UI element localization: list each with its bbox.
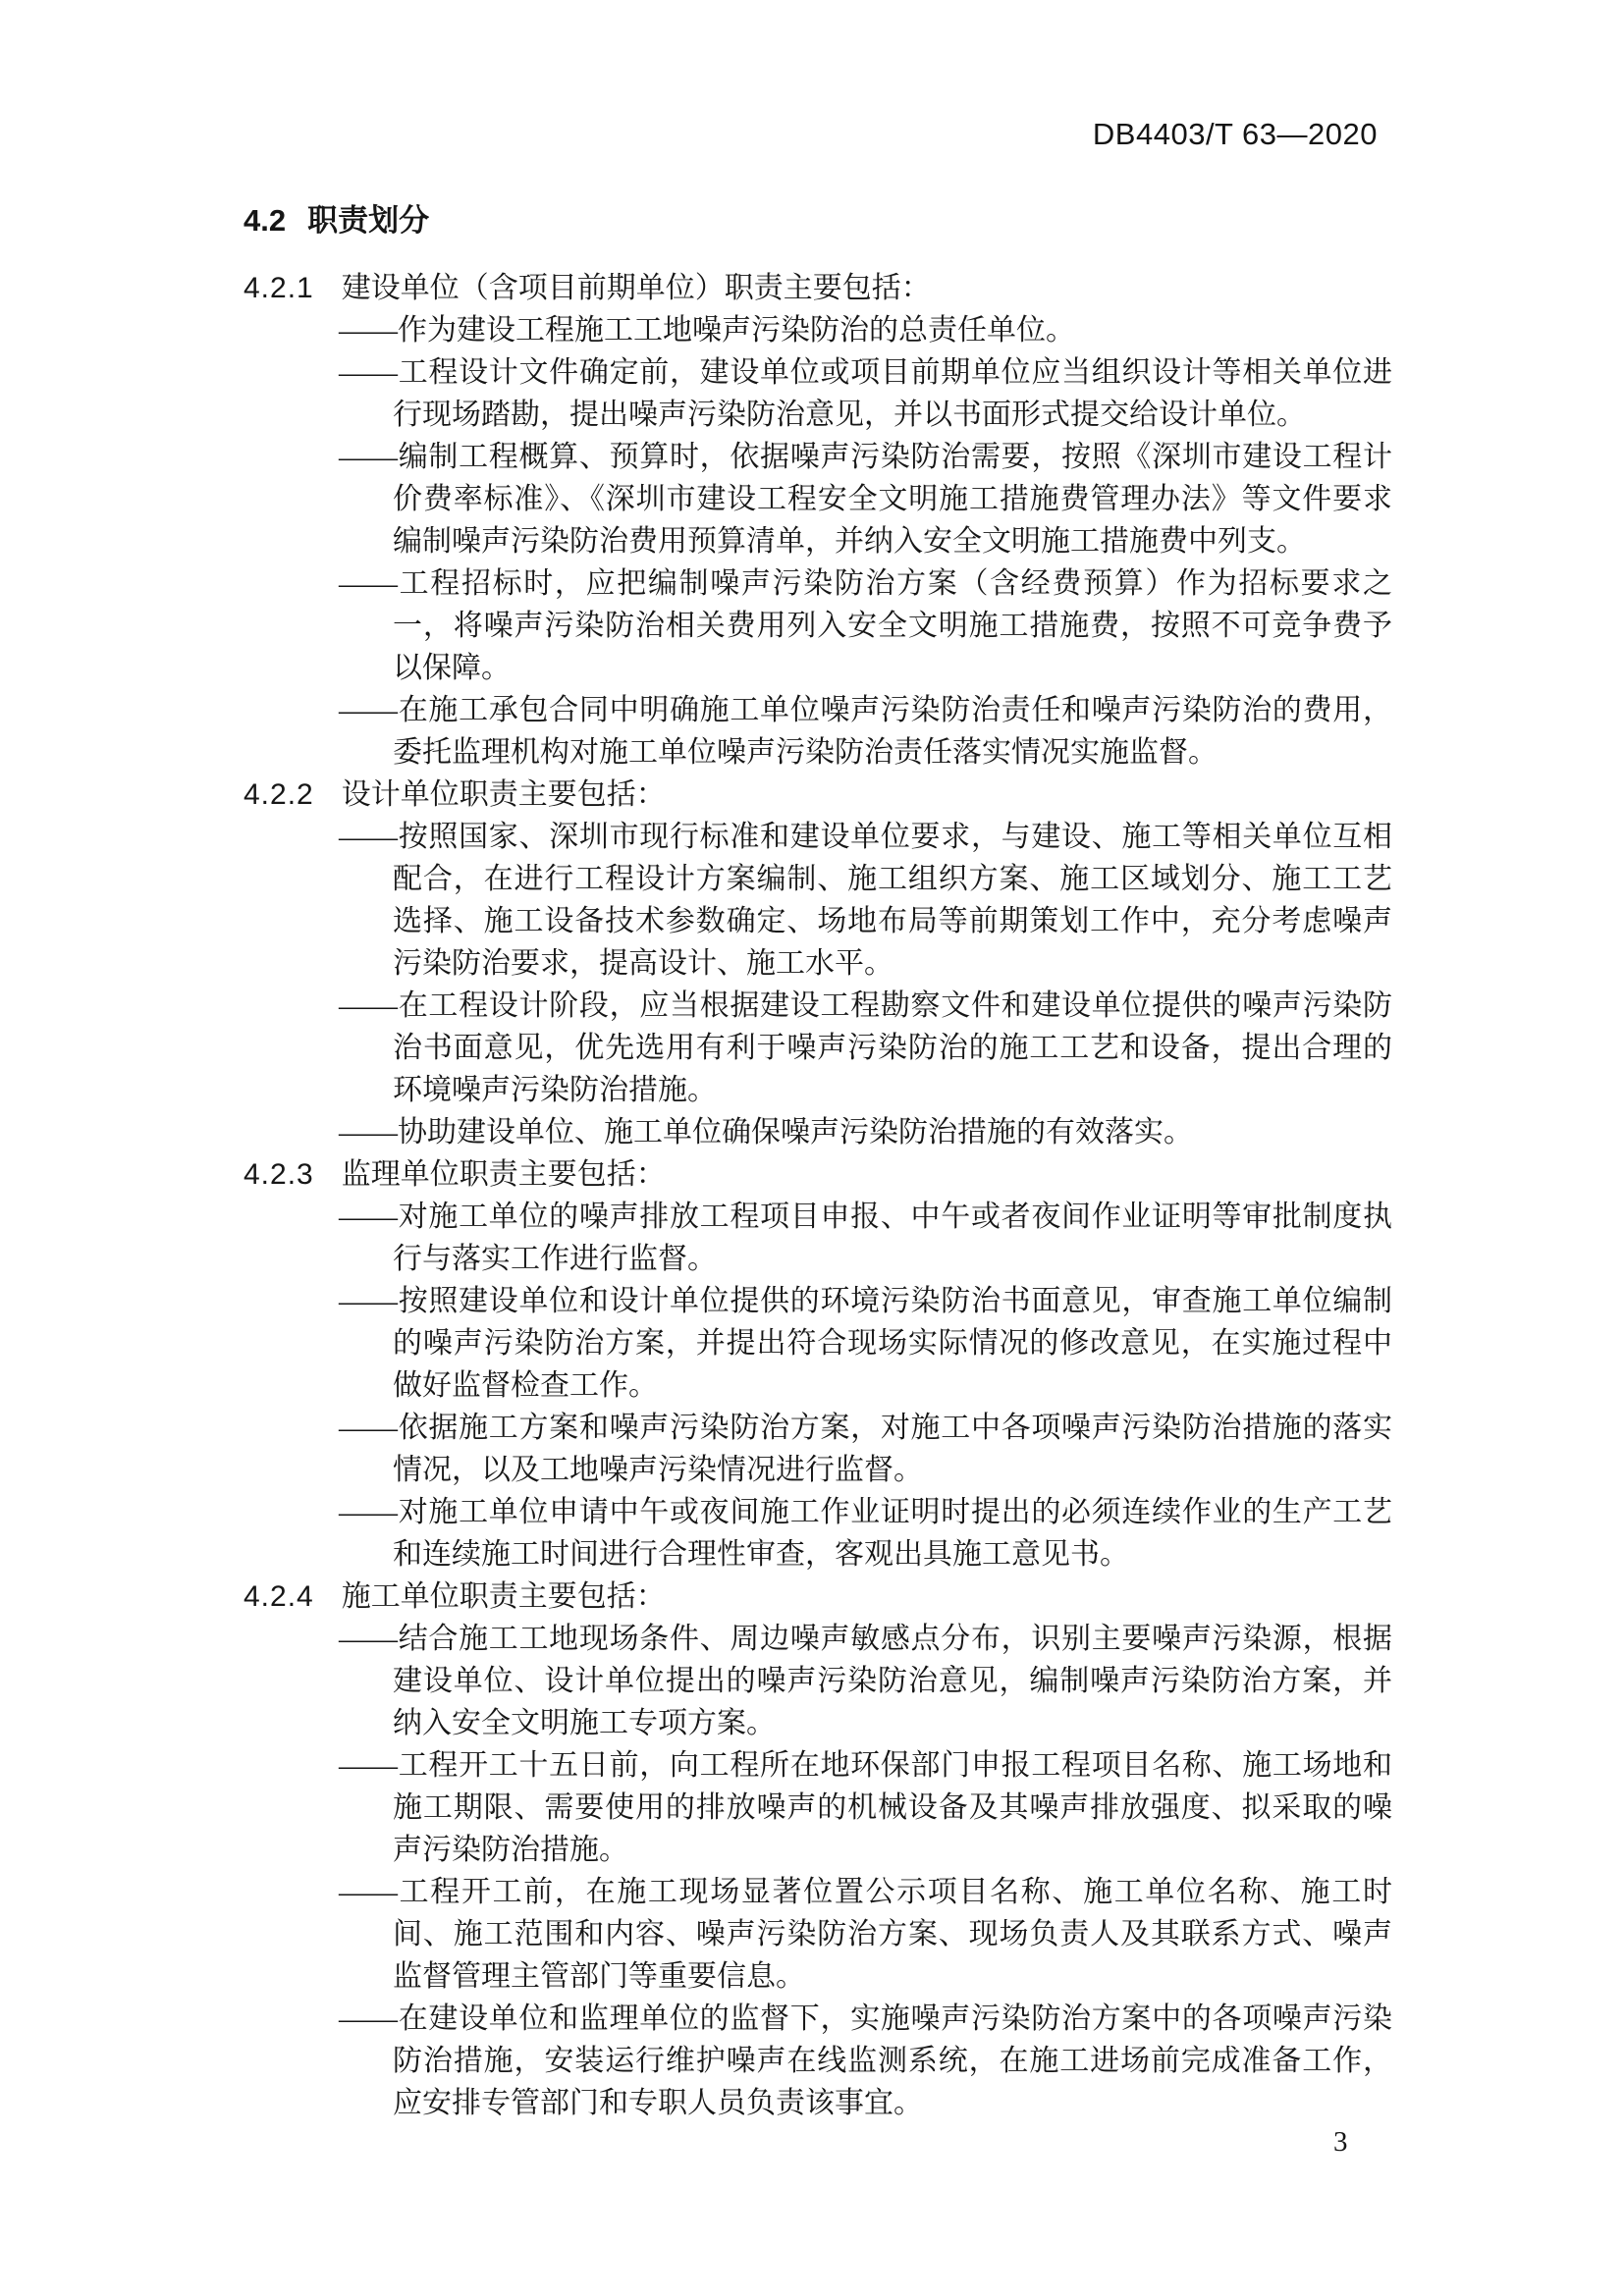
list-item: ——编制工程概算、预算时，依据噪声污染防治需要，按照《深圳市建设工程计价费率标准》、《深圳市建设工程安全文明施工措施费管理办法》等文件要求编制噪声污染防治费用预算清单，并纳入安全文明施工措施费中列支。 xyxy=(339,441,1392,558)
section-heading xyxy=(244,202,1392,240)
clause-4-2-2 xyxy=(244,774,1392,1153)
clause-heading xyxy=(244,267,1392,309)
clause-number: 4.2.3 xyxy=(244,1158,314,1191)
list-item: ——结合施工工地现场条件、周边噪声敏感点分布，识别主要噪声污染源，根据建设单位、设计单位提出的噪声污染防治意见，编制噪声污染防治方案，并纳入安全文明施工专项方案。 xyxy=(339,1623,1392,1739)
list-item: ——工程开工十五日前，向工程所在地环保部门申报工程项目名称、施工场地和施工期限、需要使用的排放噪声的机械设备及其噪声排放强度、拟采取的噪声污染防治措施。 xyxy=(339,1749,1392,1866)
list-item: ——按照国家、深圳市现行标准和建设单位要求，与建设、施工等相关单位互相配合，在进行工程设计方案编制、施工组织方案、施工区域划分、施工工艺选择、施工设备技术参数确定、场地布局等前期策划工作中，充分考虑噪声污染防治要求，提高设计、施工水平。 xyxy=(339,821,1392,980)
clause-4-2-4 xyxy=(244,1575,1392,2124)
list-item: ——在建设单位和监理单位的监督下，实施噪声污染防治方案中的各项噪声污染防治措施，安装运行维护噪声在线监测系统，在施工进场前完成准备工作，应安排专管部门和专职人员负责该事宜。 xyxy=(339,2002,1392,2119)
clause-heading xyxy=(244,1153,1392,1196)
page-content xyxy=(244,202,1392,2124)
list-item: ——按照建设单位和设计单位提供的环境污染防治书面意见，审查施工单位编制的噪声污染防治方案，并提出符合现场实际情况的修改意见，在实施过程中做好监督检查工作。 xyxy=(339,1285,1392,1402)
clause-title: 施工单位职责主要包括： xyxy=(341,1580,666,1613)
list-item: ——协助建设单位、施工单位确保噪声污染防治措施的有效落实。 xyxy=(339,1116,1193,1148)
clause-4-2-1 xyxy=(244,267,1392,774)
list-item: ——工程开工前，在施工现场显著位置公示项目名称、施工单位名称、施工时间、施工范围和内容、噪声污染防治方案、现场负责人及其联系方式、噪声监督管理主管部门等重要信息。 xyxy=(339,1876,1392,1993)
clause-number: 4.2.4 xyxy=(244,1580,314,1613)
section-title: 职责划分 xyxy=(307,203,430,238)
clause-4-2-3 xyxy=(244,1153,1392,1575)
clause-heading xyxy=(244,1575,1392,1618)
list-item: ——对施工单位申请中午或夜间施工作业证明时提出的必须连续作业的生产工艺和连续施工时间进行合理性审查，客观出具施工意见书。 xyxy=(339,1496,1392,1571)
list-item: ——工程设计文件确定前，建设单位或项目前期单位应当组织设计等相关单位进行现场踏勘，提出噪声污染防治意见，并以书面形式提交给设计单位。 xyxy=(339,356,1392,431)
clause-number: 4.2.1 xyxy=(244,272,314,304)
list-item: ——依据施工方案和噪声污染防治方案，对施工中各项噪声污染防治措施的落实情况，以及工地噪声污染情况进行监督。 xyxy=(339,1412,1392,1486)
section-number: 4.2 xyxy=(244,203,287,238)
list-item: ——对施工单位的噪声排放工程项目申报、中午或者夜间作业证明等审批制度执行与落实工作进行监督。 xyxy=(339,1201,1392,1275)
clause-title: 设计单位职责主要包括： xyxy=(341,778,666,811)
clause-heading xyxy=(244,774,1392,816)
list-item: ——在施工承包合同中明确施工单位噪声污染防治责任和噪声污染防治的费用，委托监理机构对施工单位噪声污染防治责任落实情况实施监督。 xyxy=(339,694,1392,769)
list-item: ——作为建设工程施工工地噪声污染防治的总责任单位。 xyxy=(339,314,1075,347)
list-item: ——工程招标时，应把编制噪声污染防治方案（含经费预算）作为招标要求之一，将噪声污染防治相关费用列入安全文明施工措施费，按照不可竞争费予以保障。 xyxy=(339,567,1392,684)
doc-number: DB4403/T 63—2020 xyxy=(1092,117,1378,151)
clause-title: 建设单位（含项目前期单位）职责主要包括： xyxy=(341,272,931,304)
page-number: 3 xyxy=(1333,2126,1348,2158)
clause-title: 监理单位职责主要包括： xyxy=(341,1158,666,1191)
list-item: ——在工程设计阶段，应当根据建设工程勘察文件和建设单位提供的噪声污染防治书面意见，优先选用有利于噪声污染防治的施工工艺和设备，提出合理的环境噪声污染防治措施。 xyxy=(339,989,1392,1106)
clause-number: 4.2.2 xyxy=(244,778,314,811)
